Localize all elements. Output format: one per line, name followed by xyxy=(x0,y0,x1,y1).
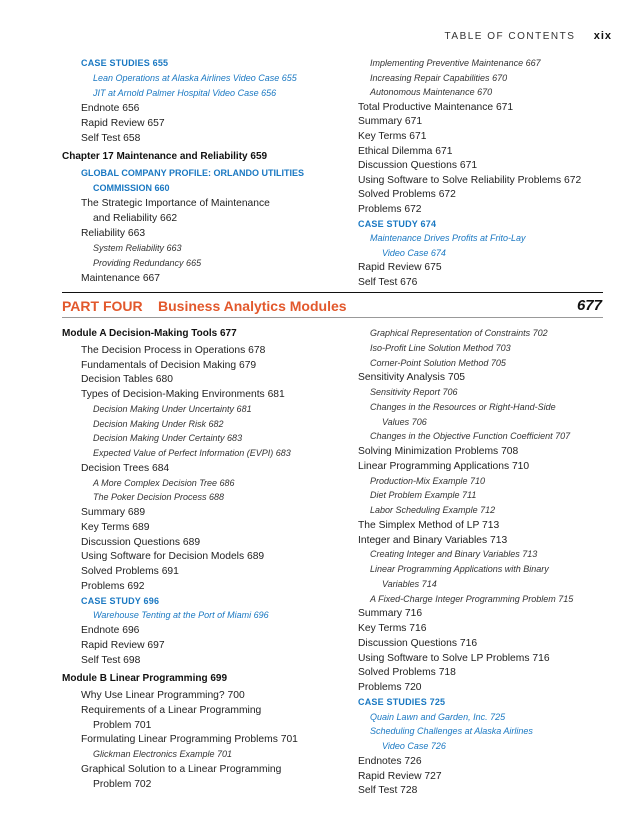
toc-entry: Lean Operations at Alaska Airlines Video Case 655 xyxy=(93,72,297,83)
toc-entry: CASE STUDIES 725 xyxy=(358,696,446,707)
toc-entry: Autonomous Maintenance 670 xyxy=(370,87,493,98)
toc-entry: Warehouse Tenting at the Port of Miami 696 xyxy=(93,610,269,621)
toc-entry: The Strategic Importance of Maintenance xyxy=(81,198,270,210)
toc-entry: Values 706 xyxy=(382,416,427,427)
toc-entry: Linear Programming Applications 710 xyxy=(358,460,530,472)
toc-entry: Glickman Electronics Example 701 xyxy=(93,749,233,759)
toc-entry: Endnote 696 xyxy=(81,625,140,636)
running-header xyxy=(445,30,612,42)
toc-entry: Self Test 728 xyxy=(358,785,418,797)
toc-entry: Module A Decision-Making Tools 677 xyxy=(62,328,237,339)
toc-entry: Formulating Linear Programming Problems 701 xyxy=(81,734,298,746)
toc-entry: Module B Linear Programming 699 xyxy=(62,673,228,685)
toc-entry: Solved Problems 691 xyxy=(81,566,179,577)
toc-entry: Solving Minimization Problems 708 xyxy=(358,446,519,457)
toc-entry: Quain Lawn and Garden, Inc. 725 xyxy=(370,711,506,722)
toc-entry: Why Use Linear Programming? 700 xyxy=(81,690,245,701)
page-number: xix xyxy=(593,30,612,42)
running-header-title: TABLE OF CONTENTS xyxy=(444,31,576,42)
toc-entry: Using Software to Solve Reliability Problems 672 xyxy=(358,174,582,186)
toc-entry: Iso-Profit Line Solution Method 703 xyxy=(370,342,511,353)
toc-entry: Decision Tables 680 xyxy=(81,374,173,386)
toc-entry: Decision Making Under Certainty 683 xyxy=(93,433,243,444)
toc-entry: Rapid Review 675 xyxy=(358,262,442,274)
toc-entry: Discussion Questions 689 xyxy=(81,536,201,548)
toc-entry: Total Productive Maintenance 671 xyxy=(358,101,514,113)
toc-entry: Sensitivity Report 706 xyxy=(370,387,458,397)
toc-entry: Decision Making Under Uncertainty 681 xyxy=(93,403,252,414)
toc-entry: Reliability 663 xyxy=(81,227,146,239)
toc-entry: Summary 671 xyxy=(358,116,423,128)
toc-entry: Problem 702 xyxy=(93,778,152,790)
toc-entry: Using Software for Decision Models 689 xyxy=(81,551,265,563)
toc-entry: Variables 714 xyxy=(382,578,437,589)
toc-entry: Corner-Point Solution Method 705 xyxy=(370,357,506,368)
toc-entry: Providing Redundancy 665 xyxy=(93,257,202,268)
toc-entry: Video Case 726 xyxy=(382,741,446,751)
toc-entry: Decision Making Under Risk 682 xyxy=(93,418,224,429)
part-divider-rule xyxy=(62,292,603,293)
toc-entry: Problems 720 xyxy=(358,682,422,693)
toc-entry: Labor Scheduling Example 712 xyxy=(370,505,496,515)
toc-entry: A More Complex Decision Tree 686 xyxy=(93,477,235,488)
toc-entry: Increasing Repair Capabilities 670 xyxy=(370,72,508,83)
toc-entry: Endnotes 726 xyxy=(358,755,422,767)
toc-entry: Discussion Questions 671 xyxy=(358,160,478,172)
toc-entry: Changes in the Resources or Right-Hand-Side xyxy=(370,401,556,412)
toc-entry: System Reliability 663 xyxy=(93,242,182,253)
toc-entry: Problems 692 xyxy=(81,580,145,592)
toc-entry: Problem 701 xyxy=(93,719,152,731)
toc-entry: GLOBAL COMPANY PROFILE: ORLANDO UTILITIES xyxy=(81,168,305,179)
part-label: PART FOUR xyxy=(62,298,143,314)
toc-entry: A Fixed-Charge Integer Programming Problem 715 xyxy=(370,593,574,604)
toc-entry: Maintenance Drives Profits at Frito-Lay xyxy=(370,233,526,244)
toc-entry: and Reliability 662 xyxy=(93,213,178,224)
toc-entry: Creating Integer and Binary Variables 713 xyxy=(370,549,538,560)
toc-entry: Rapid Review 657 xyxy=(81,117,165,129)
toc-entry: Endnote 656 xyxy=(81,102,140,114)
toc-entry: Self Test 658 xyxy=(81,132,141,144)
toc-entry: Scheduling Challenges at Alaska Airlines xyxy=(370,726,533,737)
toc-entry: Requirements of a Linear Programming xyxy=(81,704,262,716)
toc-entry: Summary 716 xyxy=(358,608,423,620)
toc-entry: Rapid Review 727 xyxy=(358,770,442,782)
part-page-number: 677 xyxy=(576,297,602,314)
toc-entry: Linear Programming Applications with Binary xyxy=(370,564,549,574)
toc-entry: Decision Trees 684 xyxy=(81,462,170,474)
toc-entry: Changes in the Objective Function Coefficient 707 xyxy=(370,431,571,442)
toc-entry: Sensitivity Analysis 705 xyxy=(358,372,466,384)
toc-entry: Graphical Representation of Constraints 702 xyxy=(370,328,548,338)
toc-entry: Video Case 674 xyxy=(382,247,446,258)
toc-entry: Graphical Solution to a Linear Programming xyxy=(81,763,282,775)
toc-entry: Chapter 17 Maintenance and Reliability 659 xyxy=(62,151,268,163)
toc-entry: Rapid Review 697 xyxy=(81,639,165,651)
toc-entry: Types of Decision-Making Environments 681 xyxy=(81,389,285,400)
toc-entry: Expected Value of Perfect Information (EVPI) 683 xyxy=(93,448,291,458)
toc-entry: Implementing Preventive Maintenance 667 xyxy=(370,58,541,68)
toc-entry: Summary 689 xyxy=(81,507,146,518)
part-title: Business Analytics Modules xyxy=(158,298,347,314)
toc-entry: Using Software to Solve LP Problems 716 xyxy=(358,652,550,664)
toc-entry: Key Terms 671 xyxy=(358,131,427,142)
toc-entry: The Decision Process in Operations 678 xyxy=(81,344,266,356)
toc-entry: JIT at Arnold Palmer Hospital Video Case 656 xyxy=(93,87,277,98)
toc-entry: Self Test 676 xyxy=(358,277,418,288)
toc-entry: CASE STUDY 696 xyxy=(81,595,160,606)
toc-entry: Key Terms 689 xyxy=(81,521,150,533)
toc-entry: COMMISSION 660 xyxy=(93,183,170,194)
toc-entry: Solved Problems 672 xyxy=(358,189,456,201)
toc-entry: Ethical Dilemma 671 xyxy=(358,145,453,157)
part-underline-rule xyxy=(62,317,603,318)
toc-entry: The Poker Decision Process 688 xyxy=(93,492,225,503)
toc-entry: Discussion Questions 716 xyxy=(358,637,478,649)
toc-entry: Key Terms 716 xyxy=(358,623,427,634)
toc-entry: Problems 672 xyxy=(358,204,422,215)
toc-entry: Diet Problem Example 711 xyxy=(370,490,477,501)
toc-entry: Self Test 698 xyxy=(81,654,141,666)
toc-entry: Production-Mix Example 710 xyxy=(370,475,486,486)
toc-entry: The Simplex Method of LP 713 xyxy=(358,519,500,531)
toc-entry: Maintenance 667 xyxy=(81,272,161,284)
toc-entry: CASE STUDY 674 xyxy=(358,218,437,229)
toc-entry: Solved Problems 718 xyxy=(358,667,456,679)
toc-entry: Integer and Binary Variables 713 xyxy=(358,534,508,546)
toc-entry: Fundamentals of Decision Making 679 xyxy=(81,359,257,371)
toc-entry: CASE STUDIES 655 xyxy=(81,58,169,68)
